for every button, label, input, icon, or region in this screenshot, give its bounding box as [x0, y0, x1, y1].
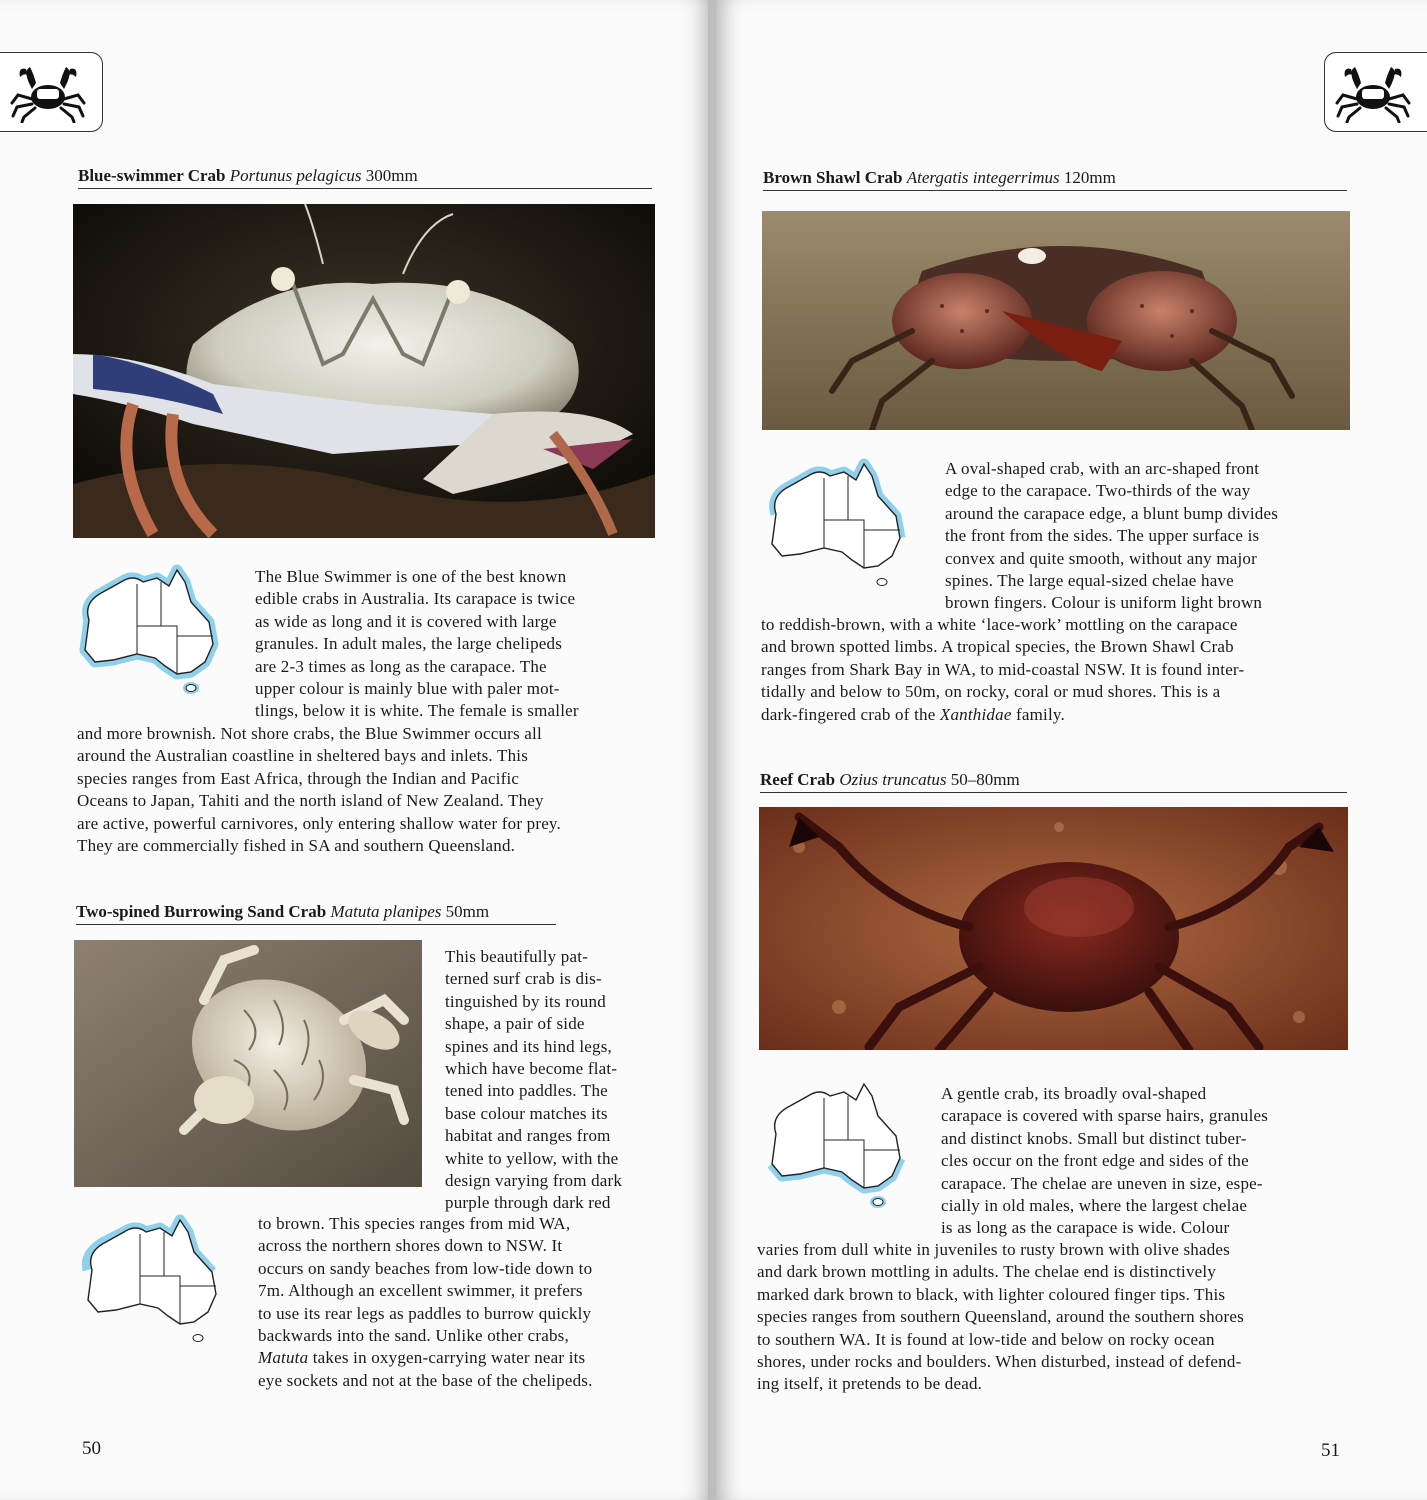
text-line: as wide as long and it is covered with large [255, 611, 557, 631]
text-line: species ranges from southern Queensland, around the southern shores [757, 1307, 1244, 1327]
text-line: which have become flat- [445, 1059, 618, 1079]
genus-italic: Matuta [258, 1348, 309, 1368]
common-name: Blue-swimmer Crab [78, 166, 226, 185]
text-line: Oceans to Japan, Tahiti and the north island of New Zealand. They [77, 791, 544, 811]
brown-shawl-crab-photo [762, 211, 1350, 430]
text-line: to reddish-brown, with a white ‘lace-work’ mottling on the carapace [761, 615, 1238, 634]
text-line: tinguished by its round [445, 991, 606, 1011]
section-tab-left [0, 52, 103, 132]
page-number-left: 50 [82, 1438, 101, 1459]
text-line: and more brownish. Not shore crabs, the Blue Swimmer occurs all [77, 724, 542, 743]
species-heading-blue-swimmer [78, 166, 652, 189]
brown-shawl-description-side [945, 458, 1349, 615]
scientific-name: Ozius truncatus [839, 770, 947, 789]
blue-swimmer-crab-photo [73, 204, 655, 538]
distribution-map-sand-crab [76, 1212, 236, 1352]
reef-crab-description-bottom [757, 1239, 1346, 1396]
text-line: edge to the carapace. Two-thirds of the way [945, 481, 1251, 501]
text-line: the front from the sides. The upper surface is [945, 526, 1260, 546]
text-line: and brown spotted limbs. A tropical species, the Brown Shawl Crab [761, 637, 1234, 657]
text-line: varies from dull white in juveniles to rusty brown with olive shades [757, 1240, 1230, 1259]
text-line: This beautifully pat- [445, 947, 588, 966]
text-line: granules. In adult males, the large chelipeds [255, 634, 563, 654]
text-line: across the northern shores down to NSW. It [258, 1236, 563, 1256]
text-line: and dark brown mottling in adults. The chelae end is distinctively [757, 1262, 1217, 1282]
size: 50mm [445, 902, 490, 921]
text-line: convex and quite smooth, without any major [945, 548, 1257, 568]
text-line: carapace. The chelae are uneven in size, espe- [941, 1173, 1263, 1193]
sand-crab-photo [74, 940, 422, 1187]
text-line: are active, powerful carnivores, only entering shallow water for prey. [77, 813, 561, 833]
text-line: design varying from dark [445, 1171, 623, 1191]
text-line: spines and its hind legs, [445, 1036, 612, 1056]
text-line: tlings, below it is white. The female is smaller [255, 701, 579, 721]
text-line: shape, a pair of side [445, 1014, 585, 1034]
text-line: around the carapace edge, a blunt bump divides [945, 503, 1279, 523]
text-line: upper colour is mainly blue with paler mot- [255, 679, 560, 699]
section-tab-right [1324, 52, 1427, 132]
text-line: tened into paddles. The [445, 1081, 608, 1101]
text-line: tidally and below to 50m, on rocky, coral or mud shores. This is a [761, 682, 1221, 702]
sand-crab-description-bottom [258, 1213, 660, 1392]
text-line: spines. The large equal-sized chelae have [945, 571, 1234, 591]
text-line: white to yellow, with the [445, 1148, 619, 1168]
distribution-map-blue-swimmer [73, 562, 233, 702]
crab-icon [8, 61, 88, 123]
text-line: cially in old males, where the largest chelae [941, 1196, 1248, 1216]
text-line: shores, under rocks and boulders. When disturbed, instead of defend- [757, 1352, 1242, 1372]
reef-crab-description-side [941, 1083, 1346, 1240]
text-line: The Blue Swimmer is one of the best known [255, 567, 567, 586]
size: 120mm [1063, 168, 1116, 187]
text-line: occurs on sandy beaches from low-tide down to [258, 1258, 593, 1278]
text-line: around the Australian coastline in sheltered bays and inlets. This [77, 746, 529, 766]
text-span: takes in oxygen-carrying water near its [308, 1348, 586, 1368]
scientific-name: Atergatis integerrimus [906, 168, 1060, 187]
text-line: backwards into the sand. Unlike other crabs, [258, 1326, 569, 1346]
distribution-map-reef-crab [760, 1076, 920, 1216]
text-line: habitat and ranges from [445, 1126, 611, 1146]
sand-crab-description-side [445, 946, 658, 1215]
scientific-name: Portunus pelagicus [229, 166, 362, 185]
text-span: dark-fingered crab of the [761, 704, 940, 724]
text-line: base colour matches its [445, 1103, 608, 1123]
species-heading-reef-crab [760, 770, 1347, 793]
text-line: A gentle crab, its broadly oval-shaped [941, 1084, 1207, 1103]
left-page [0, 0, 711, 1500]
right-page [716, 0, 1427, 1500]
text-line: and distinct knobs. Small but distinct tuber- [941, 1128, 1247, 1148]
size: 50–80mm [950, 770, 1020, 789]
text-line: ranges from Shark Bay in WA, to mid-coastal NSW. It is found inter- [761, 659, 1245, 679]
text-line: marked dark brown to black, with lighter coloured finger tips. This [757, 1284, 1226, 1304]
size: 300mm [365, 166, 418, 185]
blue-swimmer-description-top [255, 566, 655, 723]
text-line [761, 704, 1349, 726]
text-line: purple through dark red [445, 1193, 611, 1213]
text-line: 7m. Although an excellent swimmer, it prefers [258, 1281, 583, 1301]
text-line: are 2-3 times as long as the carapace. The [255, 656, 547, 676]
brown-shawl-description-bottom [761, 614, 1349, 726]
reef-crab-photo [759, 807, 1348, 1050]
blue-swimmer-description-bottom [77, 723, 655, 857]
page-number-right: 51 [1321, 1440, 1340, 1461]
text-line: to use its rear legs as paddles to burrow quickly [258, 1303, 592, 1323]
distribution-map-brown-shawl [760, 456, 920, 596]
family-italic: Xanthidae [939, 704, 1012, 724]
text-line: eye sockets and not at the base of the chelipeds. [258, 1370, 593, 1390]
text-line: brown fingers. Colour is uniform light brown [945, 593, 1263, 613]
common-name: Two-spined Burrowing Sand Crab [76, 902, 327, 921]
text-line: edible crabs in Australia. Its carapace is twice [255, 589, 576, 609]
text-span: family. [1011, 704, 1065, 724]
common-name: Reef Crab [760, 770, 836, 789]
species-heading-brown-shawl [763, 168, 1347, 191]
common-name: Brown Shawl Crab [763, 168, 903, 187]
crab-icon [1333, 61, 1413, 123]
text-line: cles occur on the front edge and sides of the [941, 1151, 1249, 1171]
text-line: They are commercially fished in SA and southern Queensland. [77, 836, 516, 856]
text-line: to southern WA. It is found at low-tide and below on rocky ocean [757, 1329, 1215, 1349]
text-line: to brown. This species ranges from mid WA, [258, 1214, 571, 1233]
text-line: ing itself, it pretends to be dead. [757, 1374, 983, 1394]
text-line [258, 1347, 660, 1369]
text-line: is as long as the carapace is wide. Colour [941, 1218, 1230, 1238]
text-line: terned surf crab is dis- [445, 969, 602, 989]
text-line: A oval-shaped crab, with an arc-shaped front [945, 459, 1260, 478]
scientific-name: Matuta planipes [330, 902, 442, 921]
text-line: carapace is covered with sparse hairs, granules [941, 1106, 1269, 1126]
text-line: species ranges from East Africa, through the Indian and Pacific [77, 768, 520, 788]
species-heading-sand-crab [76, 902, 556, 925]
